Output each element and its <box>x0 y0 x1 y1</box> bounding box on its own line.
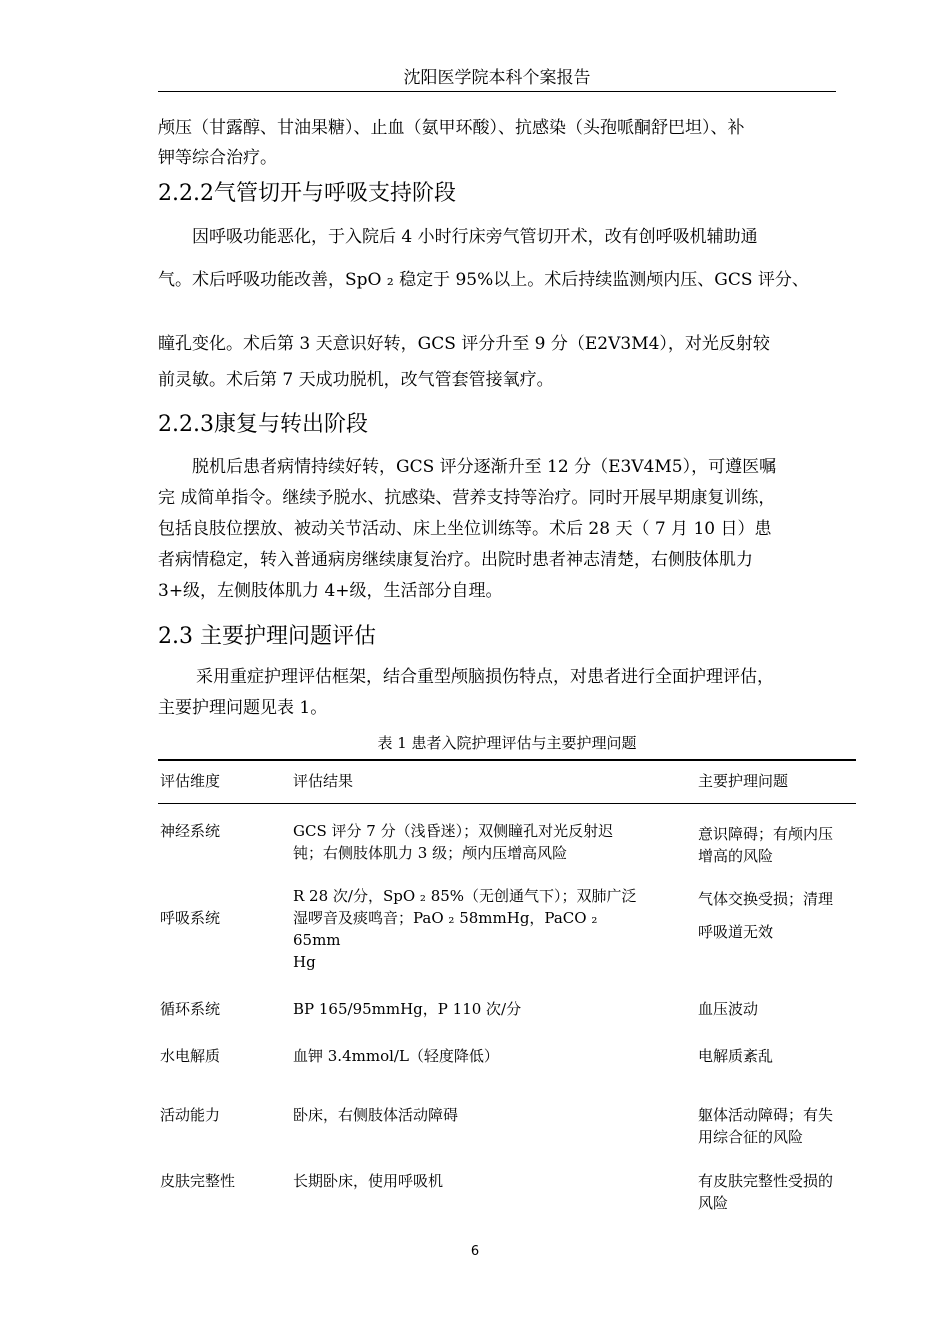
problem-line: 用综合征的风险 <box>698 1128 804 1146</box>
table-row-problem <box>698 1104 858 1148</box>
table-row-dimension: 呼吸系统 <box>160 909 221 927</box>
table-row-dimension: 神经系统 <box>160 822 221 840</box>
section-2-2-3-line-3: 包括良肢位摆放、被动关节活动、床上坐位训练等。术后 28 天（ 7 月 10 日）患 <box>158 519 772 539</box>
problem-line: 风险 <box>698 1194 729 1212</box>
table-row-problem <box>698 823 858 867</box>
table-row-result <box>293 885 673 973</box>
table-header-problem: 主要护理问题 <box>698 772 789 790</box>
table-header-dimension: 评估维度 <box>160 772 221 790</box>
problem-line: 增高的风险 <box>698 847 774 865</box>
section-2-2-3-line-1: 脱机后患者病情持续好转，GCS 评分逐渐升至 12 分（E3V4M5），可遵医嘱 <box>192 457 777 477</box>
table-row-problem <box>698 1170 858 1214</box>
section-2-2-2-heading: 2.2.2气管切开与呼吸支持阶段 <box>158 181 456 206</box>
table-header-rule <box>158 803 856 804</box>
table-row-problem <box>698 883 858 949</box>
table-row-result: 长期卧床，使用呼吸机 <box>293 1172 444 1190</box>
result-line: R 28 次/分，SpO ₂ 85%（无创通气下）；双肺广泛 <box>293 887 637 905</box>
table-row-dimension: 循环系统 <box>160 1000 221 1018</box>
section-2-2-2-line-2: 气。术后呼吸功能改善，SpO ₂ 稳定于 95%以上。术后持续监测颅内压、GCS 评分、 <box>158 270 809 290</box>
section-2-2-2-line-1: 因呼吸功能恶化，于入院后 4 小时行床旁气管切开术，改有创呼吸机辅助通 <box>192 227 758 247</box>
section-2-3-line-2: 主要护理问题见表 1。 <box>158 698 328 718</box>
result-line: 65mm <box>293 931 341 949</box>
intro-line-2: 钾等综合治疗。 <box>158 148 277 168</box>
problem-line: 呼吸道无效 <box>698 923 774 941</box>
header-divider <box>158 91 836 92</box>
section-2-2-3-line-4: 者病情稳定，转入普通病房继续康复治疗。出院时患者神志清楚，右侧肢体肌力 <box>158 550 753 570</box>
section-2-3-line-1: 采用重症护理评估框架，结合重型颅脑损伤特点，对患者进行全面护理评估， <box>196 667 774 687</box>
table-row-dimension: 活动能力 <box>160 1106 221 1124</box>
result-line: Hg <box>293 953 316 971</box>
table-top-rule <box>158 759 856 761</box>
table-row-result: 血钾 3.4mmol/L（轻度降低） <box>293 1047 499 1065</box>
table-header-result: 评估结果 <box>293 772 354 790</box>
problem-line: 躯体活动障碍；有失 <box>698 1106 834 1124</box>
table-caption: 表 1 患者入院护理评估与主要护理问题 <box>377 734 637 752</box>
result-line: 湿啰音及痰鸣音；PaO ₂ 58mmHg，PaCO ₂ <box>293 909 598 927</box>
section-2-2-3-line-5: 3+级，左侧肢体肌力 4+级，生活部分自理。 <box>158 581 503 601</box>
section-2-2-3-heading: 2.2.3康复与转出阶段 <box>158 412 368 437</box>
section-2-2-2-line-3: 瞳孔变化。术后第 3 天意识好转，GCS 评分升至 9 分（E2V3M4），对光反射较 <box>158 334 770 354</box>
problem-line: 有皮肤完整性受损的 <box>698 1172 834 1190</box>
table-row-result: BP 165/95mmHg，P 110 次/分 <box>293 1000 522 1018</box>
result-line: GCS 评分 7 分（浅昏迷）；双侧瞳孔对光反射迟 <box>293 822 614 840</box>
section-2-2-2-line-4: 前灵敏。术后第 7 天成功脱机，改气管套管接氧疗。 <box>158 370 554 390</box>
section-2-3-heading: 2.3 主要护理问题评估 <box>158 624 376 649</box>
page-header-title: 沈阳医学院本科个案报告 <box>403 68 591 88</box>
table-row-result: 卧床，右侧肢体活动障碍 <box>293 1106 459 1124</box>
section-2-2-3-line-2: 完 成简单指令。继续予脱水、抗感染、营养支持等治疗。同时开展早期康复训练， <box>158 488 776 508</box>
result-line: 钝；右侧肢体肌力 3 级；颅内压增高风险 <box>293 844 568 862</box>
table-row-problem: 血压波动 <box>698 1000 759 1018</box>
page-number: 6 <box>470 1244 480 1259</box>
problem-line: 意识障碍；有颅内压 <box>698 825 834 843</box>
table-row-dimension: 皮肤完整性 <box>160 1172 236 1190</box>
problem-line: 气体交换受损；清理 <box>698 890 834 908</box>
table-row-result <box>293 820 673 864</box>
table-row-problem: 电解质紊乱 <box>698 1047 774 1065</box>
table-row-dimension: 水电解质 <box>160 1047 221 1065</box>
intro-line-1: 颅压（甘露醇、甘油果糖）、止血（氨甲环酸）、抗感染（头孢哌酮舒巴坦）、补 <box>158 118 745 138</box>
